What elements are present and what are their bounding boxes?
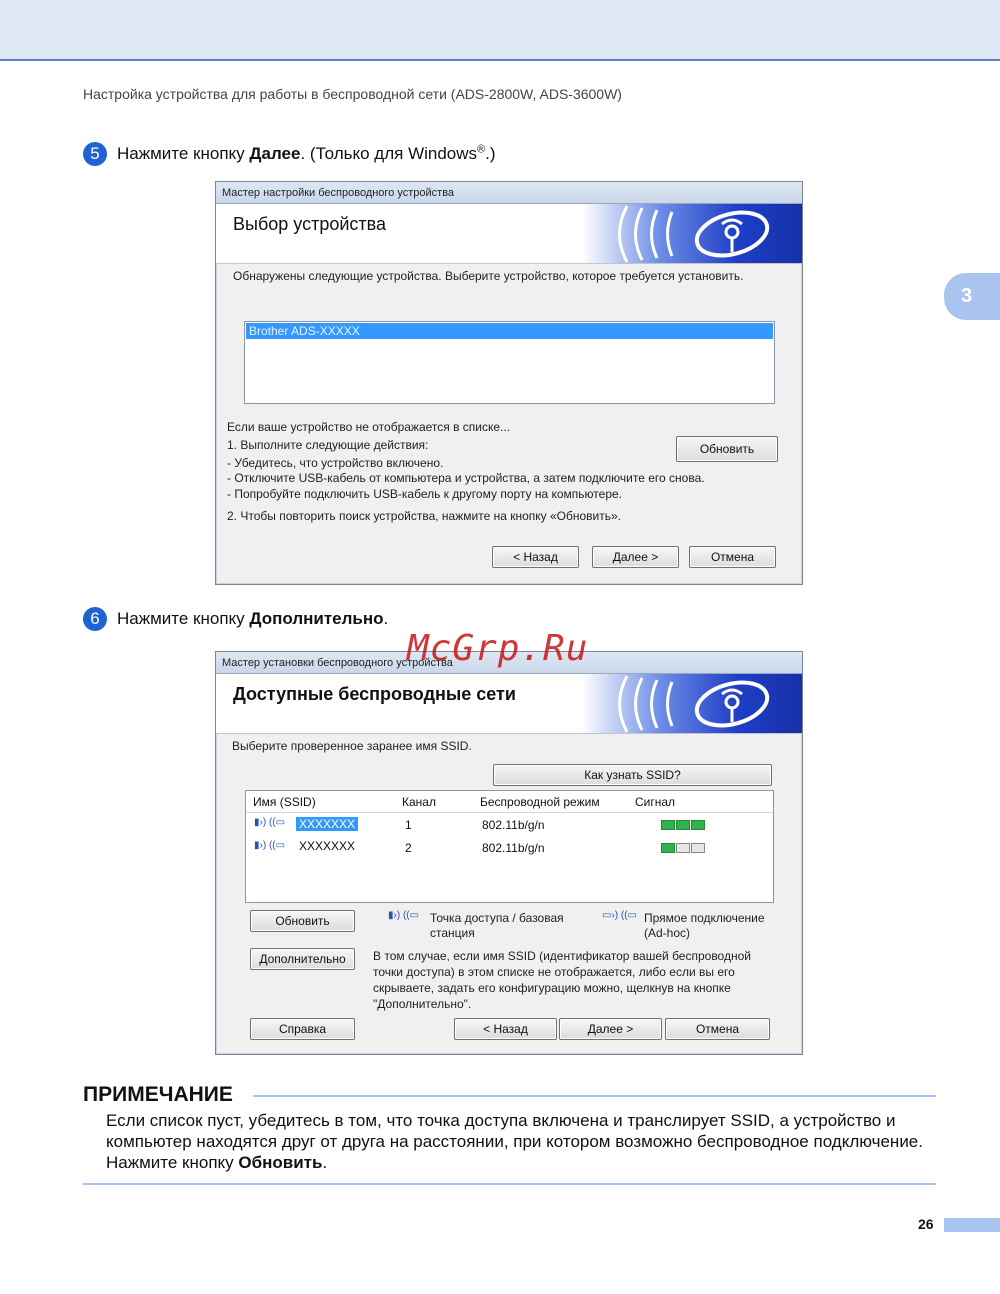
dialog-heading: Выбор устройства	[233, 214, 387, 234]
wireless-icon	[582, 204, 802, 264]
channel-cell: 1	[405, 818, 412, 832]
legend-adhoc: Прямое подключение (Ad-hoc)	[644, 911, 765, 940]
step-6	[83, 607, 388, 631]
dialog-heading: Доступные беспроводные сети	[233, 684, 516, 704]
access-point-legend-icon: ▮›) ((▭	[388, 910, 420, 921]
column-header-mode[interactable]: Беспроводной режим	[480, 795, 600, 809]
how-to-find-ssid-button[interactable]: Как узнать SSID?	[493, 764, 772, 786]
dialog-header	[216, 204, 802, 264]
help-line: 1. Выполните следующие действия:	[227, 438, 429, 452]
adhoc-legend-icon: ▭›) ((▭	[602, 910, 637, 921]
step-5	[83, 142, 496, 166]
cancel-button[interactable]: Отмена	[689, 546, 776, 568]
step-number: 5	[83, 142, 107, 166]
ssid-prompt: Выберите проверенное заранее имя SSID.	[232, 739, 472, 753]
chapter-tab: 3	[944, 273, 1000, 320]
note-divider	[253, 1095, 936, 1097]
device-list[interactable]	[244, 321, 775, 404]
column-header-channel[interactable]: Канал	[402, 795, 436, 809]
mode-cell: 802.11b/g/n	[482, 841, 545, 855]
signal-strength-low	[661, 843, 705, 853]
column-header-ssid[interactable]: Имя (SSID)	[253, 795, 316, 809]
help-line: - Убедитесь, что устройство включено.	[227, 456, 444, 470]
help-button[interactable]: Справка	[250, 1018, 355, 1040]
ssid-cell: XXXXXXX	[299, 839, 356, 853]
step-text: Нажмите кнопку Дополнительно.	[117, 609, 389, 628]
step-number: 6	[83, 607, 107, 631]
back-button[interactable]: < Назад	[454, 1018, 557, 1040]
page-number-bar	[944, 1218, 1000, 1232]
cancel-button[interactable]: Отмена	[665, 1018, 770, 1040]
refresh-button[interactable]: Обновить	[250, 910, 355, 932]
next-button[interactable]: Далее >	[592, 546, 679, 568]
next-button[interactable]: Далее >	[559, 1018, 662, 1040]
ssid-cell: XXXXXXX	[296, 817, 358, 831]
help-line: Если ваше устройство не отображается в списке...	[227, 420, 511, 434]
page-number: 26	[918, 1216, 934, 1232]
wireless-banner	[582, 674, 802, 734]
table-header	[246, 791, 773, 813]
wireless-icon	[582, 674, 802, 734]
network-table[interactable]	[245, 790, 774, 903]
wireless-networks-dialog	[215, 651, 803, 1055]
step-text: Нажмите кнопку Далее. (Только для Windows®.)	[117, 143, 496, 164]
top-band	[0, 0, 1000, 61]
device-select-dialog	[215, 181, 803, 585]
device-list-item[interactable]: Brother ADS-XXXXX	[246, 323, 773, 339]
help-line: - Отключите USB-кабель от компьютера и устройства, а затем подключите его снова.	[227, 471, 705, 485]
back-button[interactable]: < Назад	[492, 546, 579, 568]
dialog-title-bar: Мастер установки беспроводного устройства	[216, 652, 802, 674]
advanced-button[interactable]: Дополнительно	[250, 948, 355, 970]
channel-cell: 2	[405, 841, 412, 855]
access-point-icon: ▮›) ((▭	[254, 840, 286, 851]
dialog-header	[216, 674, 802, 734]
help-line: - Попробуйте подключить USB-кабель к другому порту на компьютере.	[227, 487, 623, 501]
dialog-title-bar: Мастер настройки беспроводного устройства	[216, 182, 802, 204]
device-prompt: Обнаружены следующие устройства. Выберите устройство, которое требуется установить.	[233, 269, 744, 283]
table-row[interactable]	[246, 816, 773, 836]
wireless-banner	[582, 204, 802, 264]
access-point-icon: ▮›) ((▭	[254, 817, 286, 828]
watermark: McGrp.Ru	[407, 628, 589, 669]
column-header-signal[interactable]: Сигнал	[635, 795, 676, 809]
refresh-button[interactable]: Обновить	[676, 436, 778, 462]
running-head: Настройка устройства для работы в беспроводной сети (ADS-2800W, ADS-3600W)	[83, 86, 622, 102]
note-title: ПРИМЕЧАНИЕ	[83, 1083, 233, 1106]
note-text: Если список пуст, убедитесь в том, что точка доступа включена и транслирует SSID, а устройство и компьютер находятся друг от друга на расстоянии, при котором возможно беспроводное подключение. Нажмите кнопку Обновить.	[106, 1111, 923, 1172]
legend-access-point: Точка доступа / базовая станция	[430, 911, 564, 940]
note-bottom-divider	[83, 1183, 936, 1185]
advanced-explanation: В том случае, если имя SSID (идентификатор вашей беспроводной точки доступа) в этом списке не отображается, либо если вы его скрываете, задать его конфигурацию можно, щелкнув на кнопке "Дополнительно".	[373, 949, 751, 1011]
help-line: 2. Чтобы повторить поиск устройства, нажмите на кнопку «Обновить».	[227, 509, 622, 523]
mode-cell: 802.11b/g/n	[482, 818, 545, 832]
signal-strength-high	[661, 820, 705, 830]
table-row[interactable]	[246, 839, 773, 859]
